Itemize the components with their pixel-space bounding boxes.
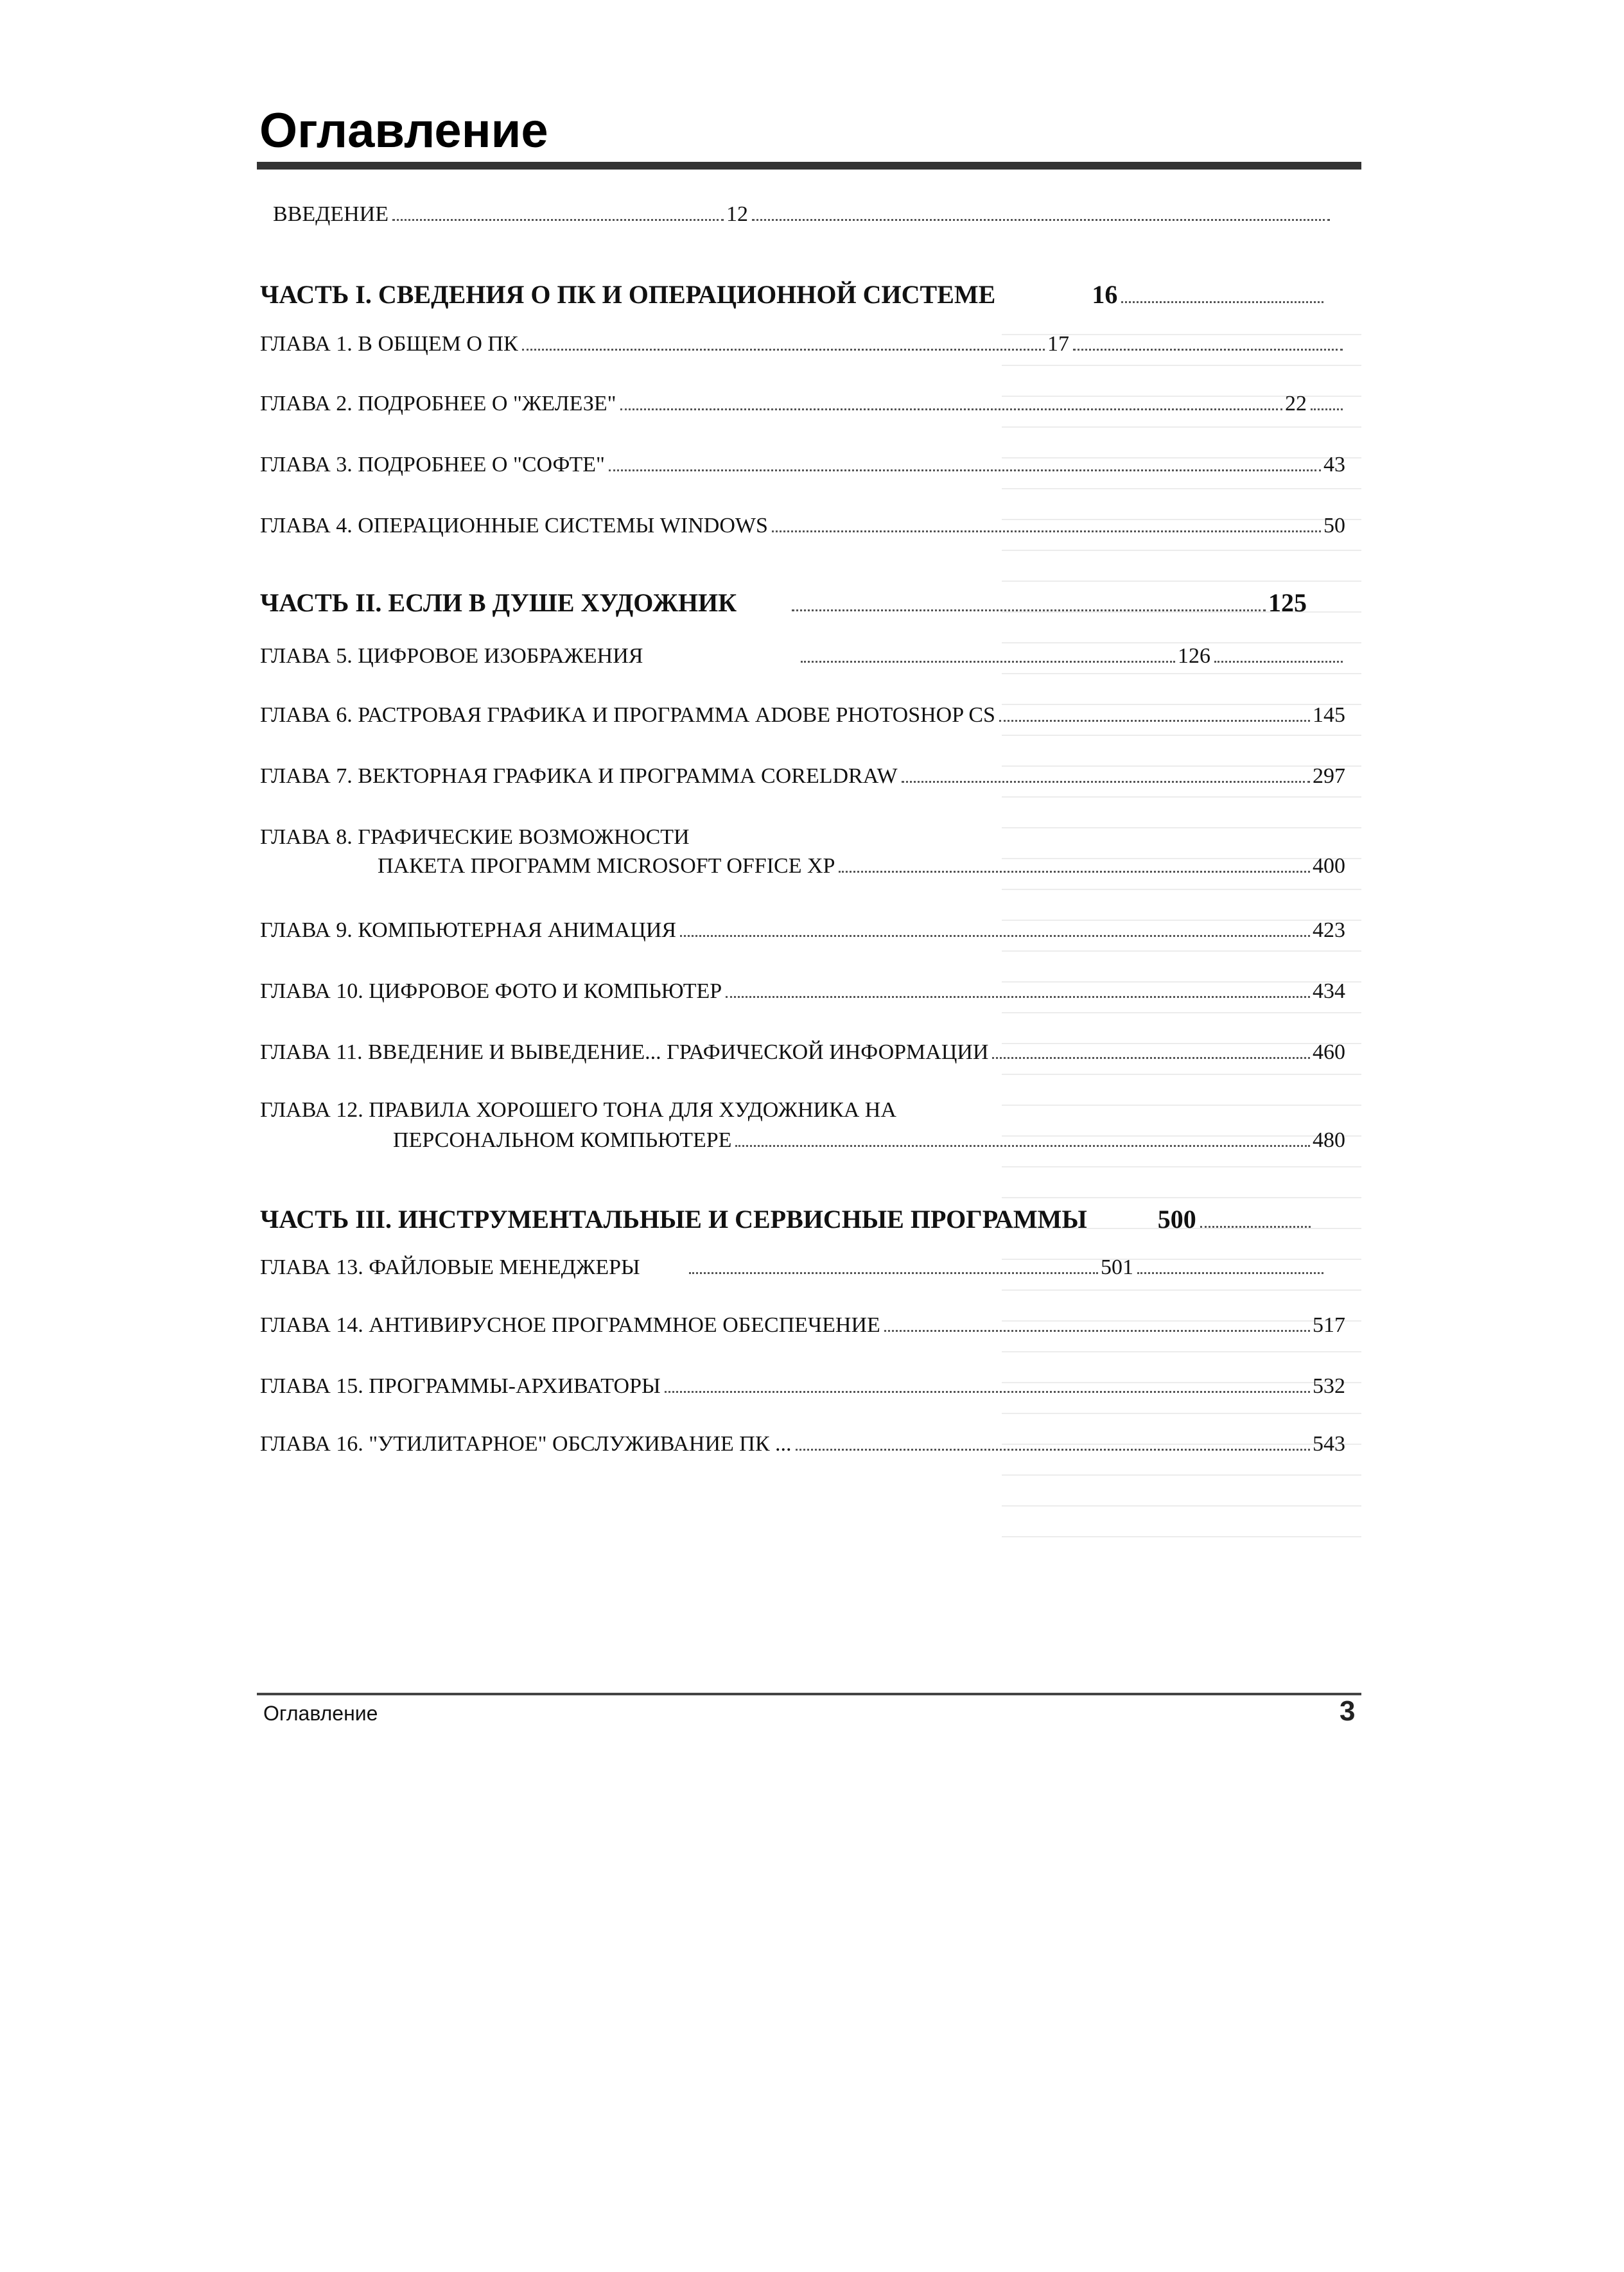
toc-entry-page: 480 (1313, 1128, 1345, 1152)
footer-label: Оглавление (263, 1702, 378, 1725)
toc-entry-label: ГЛАВА 15. ПРОГРАММЫ-АРХИВАТОРЫ (260, 1374, 661, 1398)
toc-entry-label: ПАКЕТА ПРОГРАММ MICROSOFT OFFICE XP (378, 854, 835, 878)
toc-leader-dots (392, 218, 724, 221)
toc-entry-page: 517 (1313, 1313, 1345, 1337)
toc-part-label: ЧАСТЬ I. СВЕДЕНИЯ О ПК И ОПЕРАЦИОННОЙ СИСТЕМЕ (260, 280, 996, 309)
toc-entry-page: 12 (726, 202, 748, 226)
toc-leader-dots (522, 348, 1045, 351)
toc-part-page: 125 (1268, 588, 1307, 617)
toc-entry-ch13[interactable] (260, 1255, 1326, 1280)
toc-entry-page: 460 (1313, 1040, 1345, 1064)
toc-entry-label: ГЛАВА 6. РАСТРОВАЯ ГРАФИКА И ПРОГРАММА ADOBE PHOTOSHOP CS (260, 703, 995, 727)
toc-entry-label: ГЛАВА 5. ЦИФРОВОЕ ИЗОБРАЖЕНИЯ (260, 644, 643, 668)
toc-entry-ch1[interactable] (260, 332, 1345, 356)
toc-entry-ch4[interactable] (260, 514, 1345, 538)
toc-part-page: 500 (1157, 1205, 1196, 1234)
title-rule (257, 162, 1361, 170)
toc-leader-dots (999, 719, 1310, 722)
toc-entry-ch9[interactable] (260, 918, 1345, 943)
toc-leader-dots (1214, 660, 1343, 663)
toc-entry-ch12-line1[interactable]: ГЛАВА 12. ПРАВИЛА ХОРОШЕГО ТОНА ДЛЯ ХУДОЖНИКА НА (260, 1098, 896, 1122)
toc-entry-label: ВВЕДЕНИЕ (273, 202, 389, 226)
toc-leader-dots (1121, 301, 1323, 303)
toc-entry-ch6[interactable] (260, 703, 1345, 728)
toc-entry-page: 17 (1047, 332, 1069, 356)
toc-entry-label: ГЛАВА 1. В ОБЩЕМ О ПК (260, 332, 518, 356)
toc-leader-dots (689, 1271, 1098, 1274)
toc-entry-label: ГЛАВА 2. ПОДРОБНЕЕ О "ЖЕЛЕЗЕ" (260, 392, 616, 415)
toc-entry-page: 126 (1178, 644, 1210, 668)
toc-part-2[interactable] (260, 588, 1307, 618)
toc-entry-page: 50 (1323, 514, 1345, 537)
toc-entry-label: ГЛАВА 13. ФАЙЛОВЫЕ МЕНЕДЖЕРЫ (260, 1255, 640, 1279)
toc-entry-ch2[interactable] (260, 392, 1345, 416)
toc-leader-dots (1311, 408, 1343, 410)
toc-entry-page: 22 (1285, 392, 1307, 415)
toc-entry-ch15[interactable] (260, 1374, 1345, 1399)
toc-entry-page: 423 (1313, 918, 1345, 942)
toc-entry-page: 400 (1313, 854, 1345, 878)
toc-entry-label: ГЛАВА 3. ПОДРОБНЕЕ О "СОФТЕ" (260, 453, 605, 476)
toc-entry-ch7[interactable] (260, 764, 1345, 789)
toc-entry-intro[interactable] (273, 202, 1332, 227)
toc-entry-ch11[interactable] (260, 1040, 1345, 1065)
toc-entry-ch8-line1[interactable]: ГЛАВА 8. ГРАФИЧЕСКИЕ ВОЗМОЖНОСТИ (260, 825, 690, 849)
toc-leader-dots (609, 469, 1321, 471)
toc-leader-dots (884, 1329, 1310, 1332)
toc-leader-dots (1073, 348, 1343, 351)
toc-leader-dots (796, 1448, 1310, 1451)
toc-leader-dots (665, 1390, 1310, 1393)
toc-entry-ch16[interactable] (260, 1432, 1345, 1456)
toc-entry-label: ГЛАВА 14. АНТИВИРУСНОЕ ПРОГРАММНОЕ ОБЕСПЕЧЕНИЕ (260, 1313, 880, 1337)
toc-leader-dots (620, 408, 1282, 410)
toc-leader-dots (792, 609, 1266, 611)
toc-entry-ch5[interactable] (260, 644, 1345, 668)
toc-entry-ch10[interactable] (260, 979, 1345, 1004)
toc-part-label: ЧАСТЬ III. ИНСТРУМЕНТАЛЬНЫЕ И СЕРВИСНЫЕ ПРОГРАММЫ (260, 1205, 1087, 1234)
toc-leader-dots (1137, 1271, 1323, 1274)
toc-entry-label: ГЛАВА 7. ВЕКТОРНАЯ ГРАФИКА И ПРОГРАММА CORELDRAW (260, 764, 898, 788)
toc-part-1[interactable] (260, 279, 1326, 310)
toc-leader-dots (992, 1056, 1310, 1059)
toc-entry-ch8[interactable] (378, 854, 1345, 878)
toc-entry-ch3[interactable] (260, 453, 1345, 477)
toc-entry-page: 434 (1313, 979, 1345, 1003)
toc-leader-dots (839, 870, 1310, 873)
toc-entry-ch14[interactable] (260, 1313, 1345, 1338)
toc-leader-dots (1200, 1225, 1311, 1228)
toc-leader-dots (772, 530, 1321, 532)
toc-leader-dots (726, 995, 1310, 998)
toc-entry-label: ГЛАВА 10. ЦИФРОВОЕ ФОТО И КОМПЬЮТЕР (260, 979, 722, 1003)
toc-leader-dots (752, 218, 1330, 221)
toc-entry-page: 532 (1313, 1374, 1345, 1398)
footer-rule (257, 1693, 1361, 1695)
toc-entry-page: 501 (1101, 1255, 1133, 1279)
toc-leader-dots (801, 660, 1175, 663)
toc-entry-page: 543 (1313, 1432, 1345, 1456)
toc-entry-ch12[interactable] (393, 1128, 1345, 1153)
toc-entry-label: ГЛАВА 9. КОМПЬЮТЕРНАЯ АНИМАЦИЯ (260, 918, 677, 942)
toc-leader-dots (680, 934, 1310, 937)
toc-entry-page: 297 (1313, 764, 1345, 788)
toc-part-3[interactable] (260, 1204, 1313, 1234)
page-number: 3 (1340, 1695, 1356, 1727)
toc-leader-dots (902, 780, 1310, 783)
page-title: Оглавление (259, 103, 548, 158)
toc-leader-dots (735, 1144, 1310, 1147)
toc-entry-label: ГЛАВА 4. ОПЕРАЦИОННЫЕ СИСТЕМЫ WINDOWS (260, 514, 768, 537)
toc-entry-label: ГЛАВА 16. "УТИЛИТАРНОЕ" ОБСЛУЖИВАНИЕ ПК ... (260, 1432, 792, 1456)
toc-part-label: ЧАСТЬ II. ЕСЛИ В ДУШЕ ХУДОЖНИК (260, 588, 737, 617)
toc-entry-page: 43 (1323, 453, 1345, 476)
toc-entry-page: 145 (1313, 703, 1345, 727)
toc-entry-label: ПЕРСОНАЛЬНОМ КОМПЬЮТЕРЕ (393, 1128, 732, 1152)
toc-part-page: 16 (1092, 280, 1118, 309)
toc-entry-label: ГЛАВА 11. ВВЕДЕНИЕ И ВЫВЕДЕНИЕ... ГРАФИЧЕСКОЙ ИНФОРМАЦИИ (260, 1040, 989, 1064)
